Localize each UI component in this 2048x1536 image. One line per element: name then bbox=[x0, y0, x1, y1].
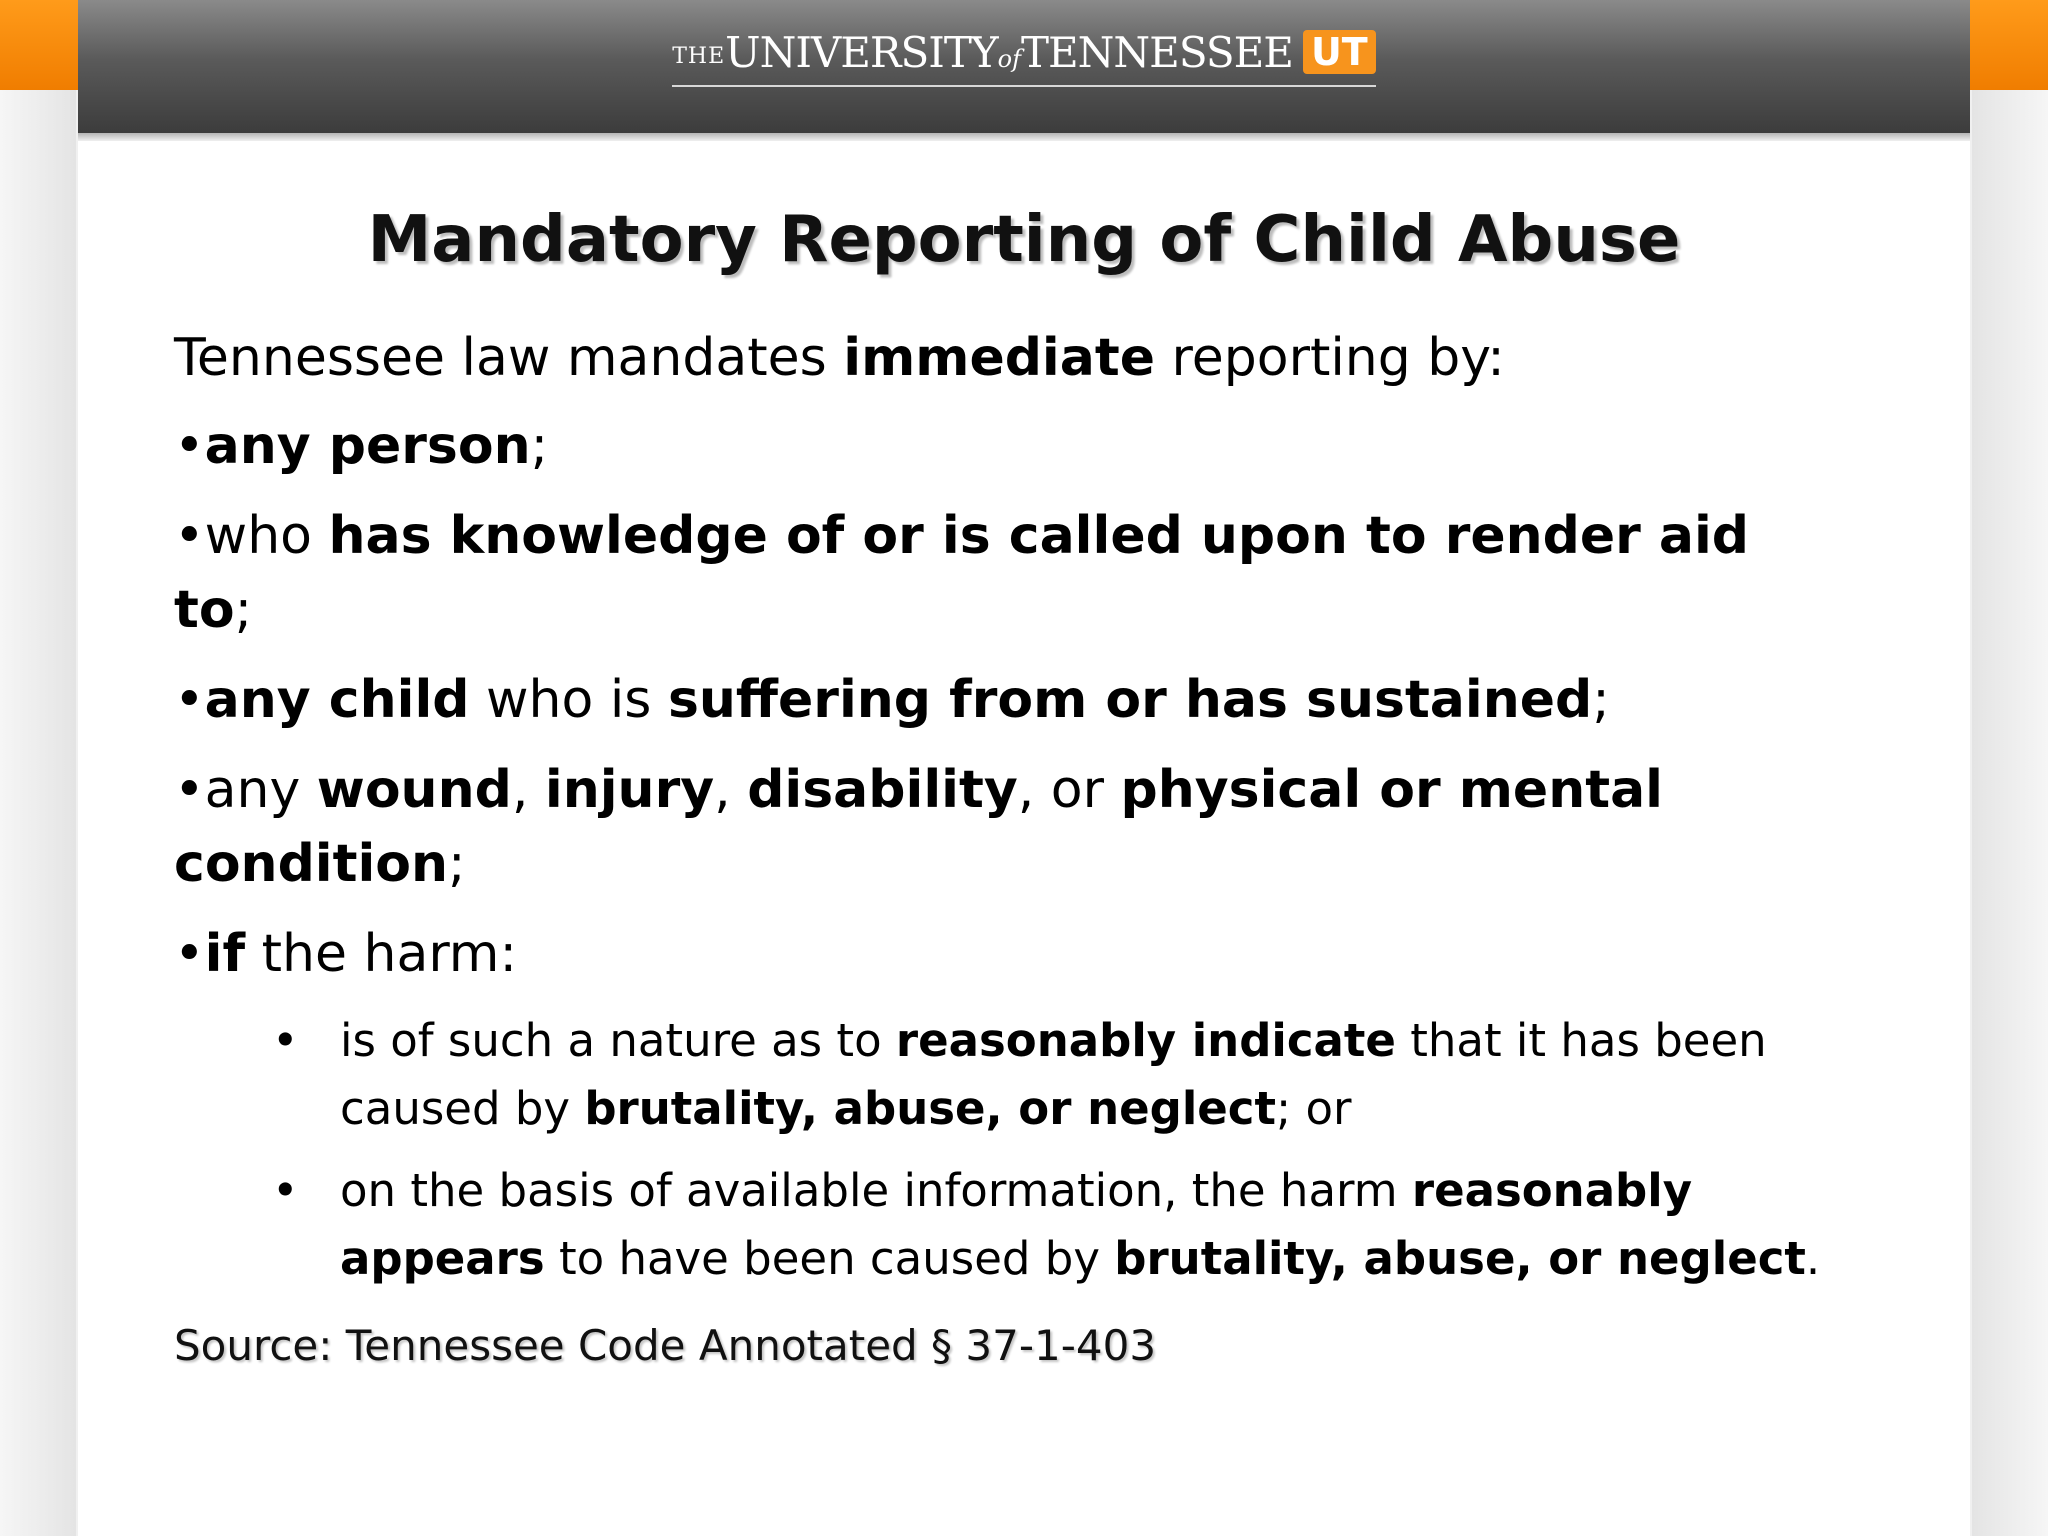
logo-of: of bbox=[997, 45, 1021, 73]
bullet-dot-icon: • bbox=[272, 1164, 299, 1217]
university-logo bbox=[78, 28, 1970, 87]
intro-line: Tennessee law mandates immediate reporting by: bbox=[174, 328, 1505, 388]
header-bar bbox=[78, 0, 1970, 133]
bullet-wound-injury: •any wound, injury, disability, or physical or mental condition; bbox=[174, 760, 1663, 894]
sub-bullet-reasonably-appears: • on the basis of available information, the harm reasonably appears to have been caused by brutality, abuse, or neglect. bbox=[174, 1157, 1860, 1293]
right-margin bbox=[1972, 0, 2048, 1536]
sub-bullet-reasonably-indicate: • is of such a nature as to reasonably indicate that it has been caused by brutality, abuse, or neglect; or bbox=[174, 1007, 1860, 1143]
left-orange-accent bbox=[0, 0, 78, 90]
logo-tennessee: TENNESSEE bbox=[1020, 28, 1293, 77]
bullet-any-child: •any child who is suffering from or has sustained; bbox=[174, 670, 1610, 730]
source-citation: Source: Tennessee Code Annotated § 37-1-403 bbox=[174, 1321, 1157, 1370]
slide-title: Mandatory Reporting of Child Abuse bbox=[367, 203, 1681, 277]
slide-content bbox=[78, 141, 1970, 1536]
logo-university: UNIVERSITY bbox=[725, 28, 998, 77]
right-orange-accent bbox=[1970, 0, 2048, 90]
logo-the: THE bbox=[672, 44, 726, 69]
ut-mark-icon: UT bbox=[1303, 30, 1376, 74]
bullet-any-person: •any person; bbox=[174, 416, 549, 476]
left-margin bbox=[0, 0, 76, 1536]
bullet-if-harm: •if the harm: bbox=[174, 924, 517, 984]
bullet-knowledge: •who has knowledge of or is called upon to render aid to; bbox=[174, 506, 1749, 640]
bullet-dot-icon: • bbox=[272, 1014, 299, 1067]
slide-body bbox=[174, 321, 1934, 1307]
